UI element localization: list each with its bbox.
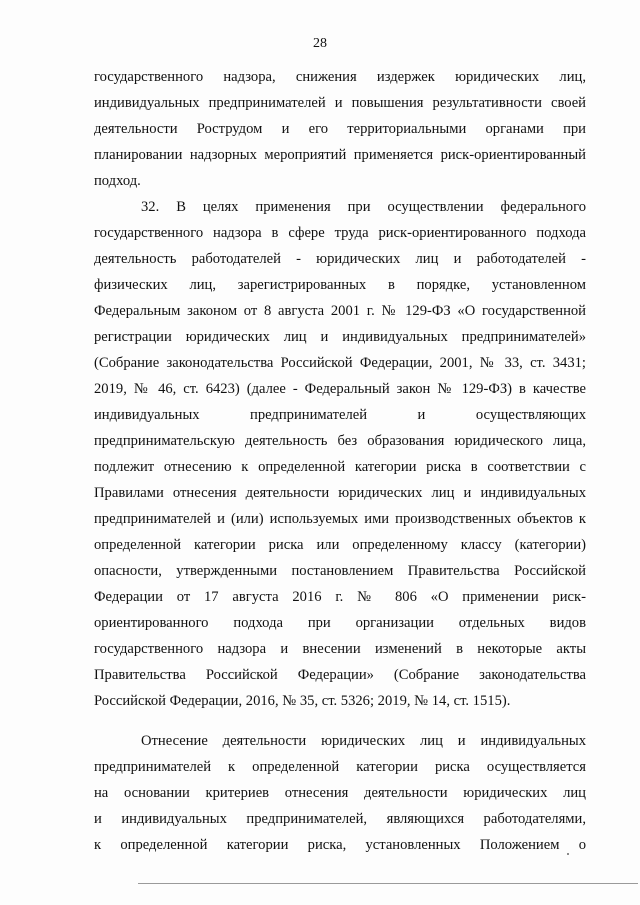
paragraph-2-item-32 xyxy=(94,194,586,714)
text-line: Федеральным законом от 8 августа 2001 г. № 129-ФЗ «О государственной xyxy=(94,303,586,319)
text-line: государственного надзора и внесении изменений в некоторые акты xyxy=(94,641,586,657)
text-line: государственного надзора, снижения издержек юридических лиц, xyxy=(94,69,586,85)
text-line: опасности, утвержденными постановлением Правительства Российской xyxy=(94,563,586,579)
text-line: и индивидуальных предпринимателей, являющихся работодателями, xyxy=(94,811,586,827)
text-line: Правительства Российской Федерации» (Собрание законодательства xyxy=(94,667,586,683)
text-line: физических лиц, зарегистрированных в порядке, установленном xyxy=(94,277,586,293)
text-line: индивидуальных предпринимателей и повышения результативности своей xyxy=(94,95,586,111)
text-line: предпринимательскую деятельность без образования юридического лица, xyxy=(94,433,586,449)
text-line: подход. xyxy=(94,173,141,189)
text-line: определенной категории риска или определенному классу (категории) xyxy=(94,537,586,553)
document-body xyxy=(94,64,586,858)
text-line: Федерации от 17 августа 2016 г. № 806 «О применении риск- xyxy=(94,589,586,605)
text-line: (Собрание законодательства Российской Федерации, 2001, № 33, ст. 3431; xyxy=(94,355,586,371)
text-line: государственного надзора в сфере труда риск-ориентированного подхода xyxy=(94,225,586,241)
text-line: Российской Федерации, 2016, № 35, ст. 5326; 2019, № 14, ст. 1515). xyxy=(94,693,511,709)
text-line: индивидуальных предпринимателей и осуществляющих xyxy=(94,407,586,423)
scan-edge-line xyxy=(138,883,638,884)
text-line: 32. В целях применения при осуществлении федерального xyxy=(141,199,586,215)
scan-speck xyxy=(567,853,569,855)
text-line: Отнесение деятельности юридических лиц и индивидуальных xyxy=(141,733,586,749)
text-line: Правилами отнесения деятельности юридических лиц и индивидуальных xyxy=(94,485,586,501)
text-line: предпринимателей и (или) используемых ими производственных объектов к xyxy=(94,511,586,527)
paragraph-3 xyxy=(94,728,586,858)
text-line: деятельности Рострудом и его территориальными органами при xyxy=(94,121,586,137)
text-line: к определенной категории риска, установленных Положением о xyxy=(94,837,586,853)
paragraph-1 xyxy=(94,64,586,194)
text-line: 2019, № 46, ст. 6423) (далее - Федеральный закон № 129-ФЗ) в качестве xyxy=(94,381,586,397)
text-line: подлежит отнесению к определенной категории риска в соответствии с xyxy=(94,459,586,475)
paragraph-gap xyxy=(94,714,586,728)
text-line: предпринимателей к определенной категории риска осуществляется xyxy=(94,759,586,775)
text-line: деятельность работодателей - юридических лиц и работодателей - xyxy=(94,251,586,267)
page-number: 28 xyxy=(313,36,327,51)
text-line: ориентированного подхода при организации отдельных видов xyxy=(94,615,586,631)
text-line: регистрации юридических лиц и индивидуальных предпринимателей» xyxy=(94,329,586,345)
text-line: на основании критериев отнесения деятельности юридических лиц xyxy=(94,785,586,801)
text-line: планировании надзорных мероприятий применяется риск-ориентированный xyxy=(94,147,586,163)
